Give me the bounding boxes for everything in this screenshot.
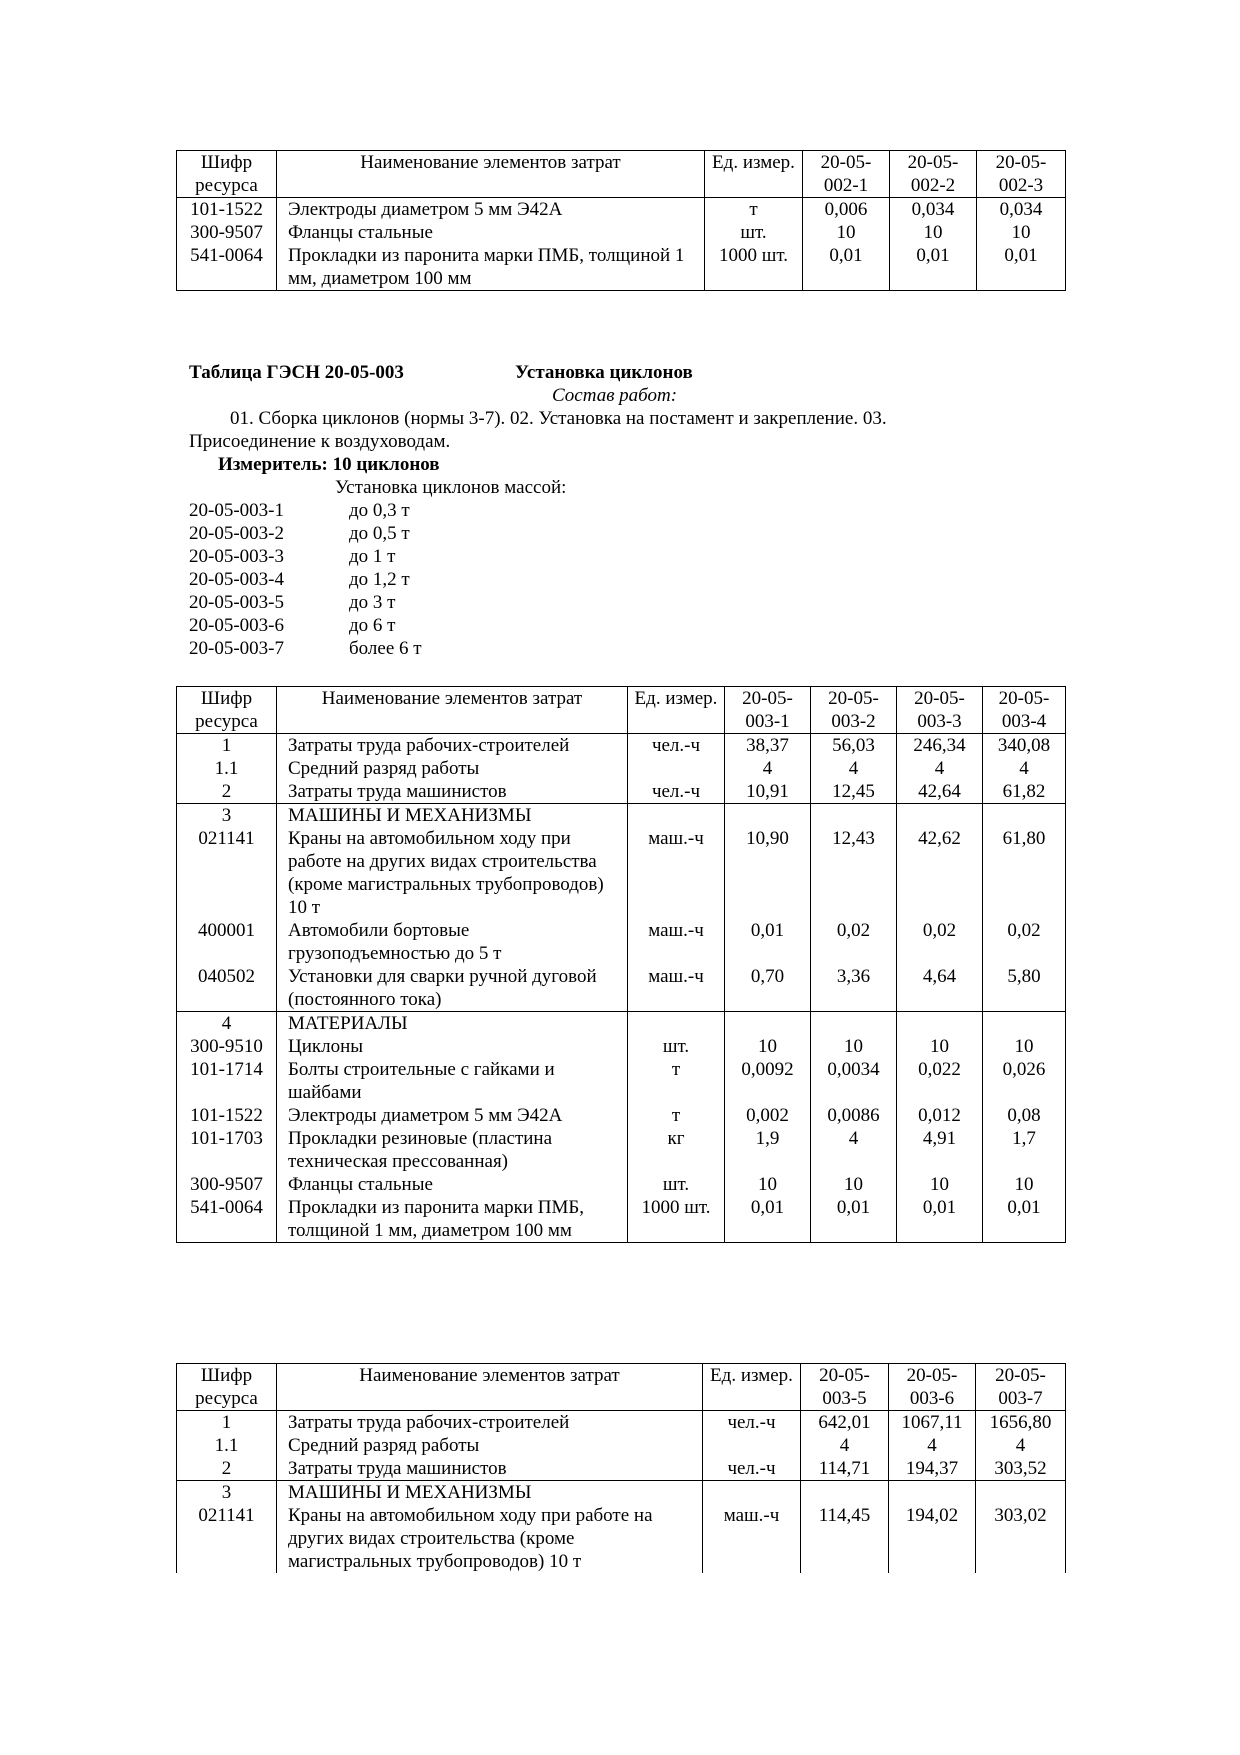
row-unit: чел.-ч (703, 1457, 801, 1481)
norm-code: 20-05-003-5 (189, 592, 284, 613)
table-row (177, 1457, 1066, 1481)
row-name: Болты строительные с гайками и шайбами (277, 1058, 628, 1104)
header-unit: Ед. измер. (703, 1364, 801, 1411)
row-code: 3 (177, 1481, 277, 1505)
norm-code: 20-05-003-4 (189, 569, 284, 590)
table-label: Таблица ГЭСН 20-05-003 (189, 362, 404, 383)
resource-table-002 (176, 150, 1066, 291)
row-value: 4 (889, 1434, 976, 1457)
row-value: 10 (811, 1173, 897, 1196)
row-value: 0,01 (983, 1196, 1066, 1243)
row-unit: т (628, 1104, 725, 1127)
row-value: 4 (811, 757, 897, 780)
row-value (889, 1481, 976, 1505)
row-value: 0,0092 (725, 1058, 811, 1104)
row-name: Затраты труда рабочих-строителей (277, 734, 628, 758)
row-value: 0,022 (897, 1058, 983, 1104)
row-value (801, 1481, 889, 1505)
row-name: Установки для сварки ручной дуговой (постоянного тока) (277, 965, 628, 1012)
table-header-row (177, 687, 1066, 734)
table-row (177, 1196, 1066, 1243)
row-value: 10 (725, 1173, 811, 1196)
row-unit (703, 1434, 801, 1457)
table-row (177, 1504, 1066, 1573)
resource-table-003-a (176, 686, 1066, 1243)
row-value (976, 1481, 1066, 1505)
row-name: Прокладки из паронита марки ПМБ, толщиной 1 мм, диаметром 100 мм (277, 1196, 628, 1243)
row-code: 4 (177, 1012, 277, 1036)
row-unit: 1000 шт. (705, 244, 803, 291)
row-name: Фланцы стальные (277, 1173, 628, 1196)
table-section-row (177, 1012, 1066, 1036)
row-value: 10 (897, 1173, 983, 1196)
row-value: 340,08 (983, 734, 1066, 758)
row-value (983, 804, 1066, 828)
row-code: 040502 (177, 965, 277, 1012)
norm-code: 20-05-003-3 (189, 546, 284, 567)
row-unit: т (705, 198, 803, 222)
row-name: Затраты труда рабочих-строителей (277, 1411, 703, 1435)
table-row (177, 919, 1066, 965)
row-value: 4 (983, 757, 1066, 780)
composition-text-line1: 01. Сборка циклонов (нормы 3-7). 02. Установка на постамент и закрепление. 03. (230, 408, 887, 429)
table-row (177, 221, 1066, 244)
norm-desc: до 1,2 т (349, 569, 410, 590)
header-col: 20-05-002-2 (890, 151, 977, 198)
row-value: 10 (983, 1035, 1066, 1058)
row-code: 021141 (177, 1504, 277, 1573)
row-code: 021141 (177, 827, 277, 919)
row-value: 4 (897, 757, 983, 780)
row-value: 10 (725, 1035, 811, 1058)
row-value: 1,9 (725, 1127, 811, 1173)
row-value: 303,02 (976, 1504, 1066, 1573)
header-unit: Ед. измер. (628, 687, 725, 734)
row-value: 0,026 (983, 1058, 1066, 1104)
row-value (983, 1012, 1066, 1036)
section-title: Установка циклонов (515, 362, 693, 383)
row-unit: шт. (628, 1173, 725, 1196)
row-value: 0,01 (890, 244, 977, 291)
row-value: 0,01 (725, 1196, 811, 1243)
table-row (177, 244, 1066, 291)
row-name: Краны на автомобильном ходу при работе на других видах строительства (кроме магистральных трубопроводов) 10 т (277, 1504, 703, 1573)
row-value: 10 (897, 1035, 983, 1058)
row-value: 0,08 (983, 1104, 1066, 1127)
row-value: 0,02 (811, 919, 897, 965)
row-unit: шт. (705, 221, 803, 244)
norm-desc: до 3 т (349, 592, 396, 613)
header-unit: Ед. измер. (705, 151, 803, 198)
row-unit: шт. (628, 1035, 725, 1058)
row-value: 642,01 (801, 1411, 889, 1435)
norm-desc: более 6 т (349, 638, 422, 659)
row-code: 1 (177, 1411, 277, 1435)
norm-desc: до 6 т (349, 615, 396, 636)
table-row (177, 1035, 1066, 1058)
row-value (811, 1012, 897, 1036)
row-value: 12,45 (811, 780, 897, 804)
table-row (177, 780, 1066, 804)
row-value: 4 (811, 1127, 897, 1173)
table-header-row (177, 151, 1066, 198)
table-section-row (177, 1481, 1066, 1505)
row-value: 303,52 (976, 1457, 1066, 1481)
row-code: 1 (177, 734, 277, 758)
row-value: 1656,80 (976, 1411, 1066, 1435)
row-unit: маш.-ч (628, 827, 725, 919)
header-col: 20-05-003-7 (976, 1364, 1066, 1411)
row-code: 300-9507 (177, 1173, 277, 1196)
row-unit: т (628, 1058, 725, 1104)
header-col: 20-05-003-1 (725, 687, 811, 734)
header-col: 20-05-003-3 (897, 687, 983, 734)
row-name: Краны на автомобильном ходу при работе на других видах строительства (кроме магистральных трубопроводов) 10 т (277, 827, 628, 919)
row-unit: чел.-ч (703, 1411, 801, 1435)
header-col: 20-05-002-1 (803, 151, 890, 198)
row-value: 4 (976, 1434, 1066, 1457)
row-code: 101-1522 (177, 1104, 277, 1127)
row-name: Средний разряд работы (277, 757, 628, 780)
row-code: 101-1714 (177, 1058, 277, 1104)
table-row (177, 827, 1066, 919)
row-value (725, 804, 811, 828)
table-row (177, 1411, 1066, 1435)
row-unit (628, 757, 725, 780)
row-value: 0,012 (897, 1104, 983, 1127)
table-row (177, 1127, 1066, 1173)
row-value: 0,02 (897, 919, 983, 965)
row-value: 38,37 (725, 734, 811, 758)
row-unit (703, 1481, 801, 1505)
header-name: Наименование элементов затрат (277, 151, 705, 198)
row-value: 0,0034 (811, 1058, 897, 1104)
row-code: 541-0064 (177, 1196, 277, 1243)
row-code: 2 (177, 1457, 277, 1481)
table-row (177, 965, 1066, 1012)
row-value: 0,01 (977, 244, 1066, 291)
row-unit: маш.-ч (703, 1504, 801, 1573)
row-value (897, 804, 983, 828)
norm-code: 20-05-003-7 (189, 638, 284, 659)
row-code: 101-1522 (177, 198, 277, 222)
row-code: 3 (177, 804, 277, 828)
table-row (177, 734, 1066, 758)
norm-desc: до 0,5 т (349, 523, 410, 544)
header-code: Шифр ресурса (177, 687, 277, 734)
table-section-row (177, 804, 1066, 828)
row-value: 0,01 (897, 1196, 983, 1243)
row-name: МАШИНЫ И МЕХАНИЗМЫ (277, 804, 628, 828)
row-name: Электроды диаметром 5 мм Э42А (277, 198, 705, 222)
row-value: 12,43 (811, 827, 897, 919)
norm-code: 20-05-003-6 (189, 615, 284, 636)
row-name: Средний разряд работы (277, 1434, 703, 1457)
header-name: Наименование элементов затрат (277, 687, 628, 734)
row-code: 2 (177, 780, 277, 804)
row-value: 246,34 (897, 734, 983, 758)
table-row (177, 1173, 1066, 1196)
header-col: 20-05-002-3 (977, 151, 1066, 198)
row-unit: 1000 шт. (628, 1196, 725, 1243)
row-value: 42,62 (897, 827, 983, 919)
row-value: 0,034 (977, 198, 1066, 222)
row-name: Фланцы стальные (277, 221, 705, 244)
header-name: Наименование элементов затрат (277, 1364, 703, 1411)
row-value: 114,45 (801, 1504, 889, 1573)
row-value (725, 1012, 811, 1036)
row-name: Затраты труда машинистов (277, 1457, 703, 1481)
composition-label: Состав работ: (552, 385, 678, 406)
row-name: Прокладки резиновые (пластина техническая прессованная) (277, 1127, 628, 1173)
row-value: 10 (890, 221, 977, 244)
row-value: 1,7 (983, 1127, 1066, 1173)
row-code: 300-9507 (177, 221, 277, 244)
table-row (177, 198, 1066, 222)
table-header-row (177, 1364, 1066, 1411)
mass-subtitle: Установка циклонов массой: (335, 477, 567, 498)
meter: Измеритель: 10 циклонов (218, 454, 440, 475)
row-value: 42,64 (897, 780, 983, 804)
row-unit: чел.-ч (628, 780, 725, 804)
composition-text-line2: Присоединение к воздуховодам. (189, 431, 451, 452)
row-value: 4,91 (897, 1127, 983, 1173)
row-name: МАТЕРИАЛЫ (277, 1012, 628, 1036)
row-value: 10 (803, 221, 890, 244)
table-row (177, 1434, 1066, 1457)
row-value: 0,02 (983, 919, 1066, 965)
row-value: 0,01 (803, 244, 890, 291)
norm-desc: до 1 т (349, 546, 396, 567)
row-value: 5,80 (983, 965, 1066, 1012)
header-code: Шифр ресурса (177, 151, 277, 198)
row-value (897, 1012, 983, 1036)
row-value: 114,71 (801, 1457, 889, 1481)
row-code: 400001 (177, 919, 277, 965)
table-row (177, 1104, 1066, 1127)
table-row (177, 1058, 1066, 1104)
resource-table-003-b (176, 1363, 1066, 1573)
row-code: 300-9510 (177, 1035, 277, 1058)
header-col: 20-05-003-4 (983, 687, 1066, 734)
row-value: 4,64 (897, 965, 983, 1012)
header-col: 20-05-003-6 (889, 1364, 976, 1411)
row-value: 0,006 (803, 198, 890, 222)
row-name: Затраты труда машинистов (277, 780, 628, 804)
row-value: 10 (977, 221, 1066, 244)
row-value: 56,03 (811, 734, 897, 758)
row-value: 0,01 (725, 919, 811, 965)
row-unit: чел.-ч (628, 734, 725, 758)
row-value: 3,36 (811, 965, 897, 1012)
norm-code: 20-05-003-1 (189, 500, 284, 521)
row-value: 10,90 (725, 827, 811, 919)
row-name: Циклоны (277, 1035, 628, 1058)
row-value: 0,0086 (811, 1104, 897, 1127)
header-col: 20-05-003-2 (811, 687, 897, 734)
row-value: 0,70 (725, 965, 811, 1012)
row-value: 61,82 (983, 780, 1066, 804)
row-value: 10,91 (725, 780, 811, 804)
row-unit (628, 1012, 725, 1036)
row-value: 10 (811, 1035, 897, 1058)
row-value: 10 (983, 1173, 1066, 1196)
row-code: 541-0064 (177, 244, 277, 291)
row-value: 61,80 (983, 827, 1066, 919)
row-code: 1.1 (177, 1434, 277, 1457)
row-unit: маш.-ч (628, 965, 725, 1012)
header-col: 20-05-003-5 (801, 1364, 889, 1411)
row-name: Автомобили бортовые грузоподъемностью до 5 т (277, 919, 628, 965)
row-name: Электроды диаметром 5 мм Э42А (277, 1104, 628, 1127)
row-name: Прокладки из паронита марки ПМБ, толщиной 1 мм, диаметром 100 мм (277, 244, 705, 291)
norm-desc: до 0,3 т (349, 500, 410, 521)
table-row (177, 757, 1066, 780)
row-code: 1.1 (177, 757, 277, 780)
row-value: 1067,11 (889, 1411, 976, 1435)
row-value (811, 804, 897, 828)
row-name: МАШИНЫ И МЕХАНИЗМЫ (277, 1481, 703, 1505)
row-unit: кг (628, 1127, 725, 1173)
row-value: 0,002 (725, 1104, 811, 1127)
row-value: 4 (801, 1434, 889, 1457)
row-value: 0,034 (890, 198, 977, 222)
row-unit (628, 804, 725, 828)
row-unit: маш.-ч (628, 919, 725, 965)
row-code: 101-1703 (177, 1127, 277, 1173)
norm-code: 20-05-003-2 (189, 523, 284, 544)
row-value: 0,01 (811, 1196, 897, 1243)
row-value: 194,37 (889, 1457, 976, 1481)
row-value: 194,02 (889, 1504, 976, 1573)
header-code: Шифр ресурса (177, 1364, 277, 1411)
row-value: 4 (725, 757, 811, 780)
